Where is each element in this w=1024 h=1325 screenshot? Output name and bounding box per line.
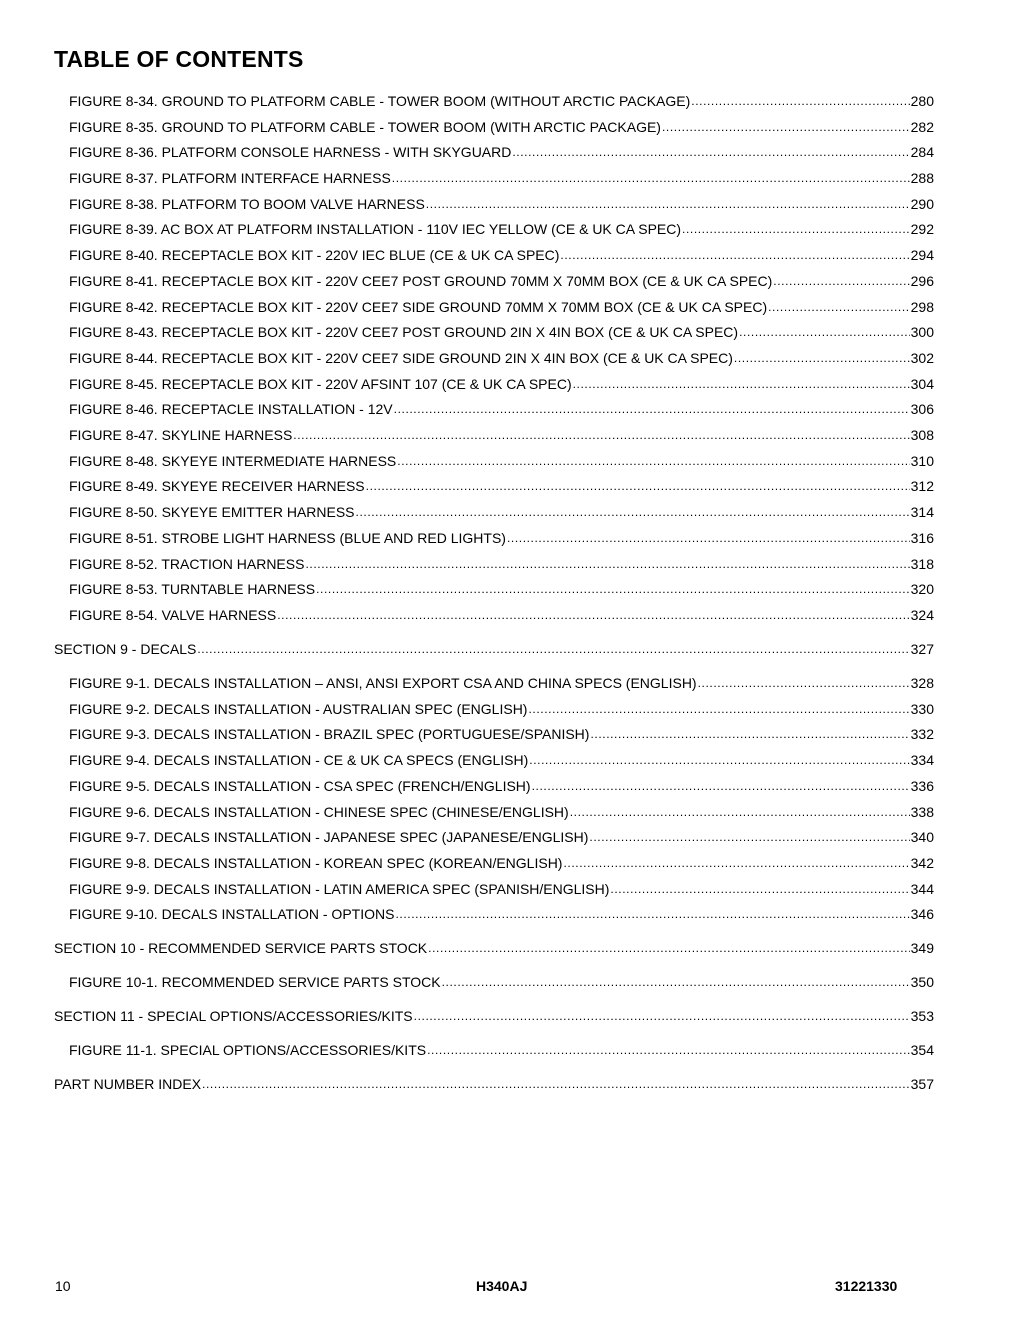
toc-section-row[interactable] xyxy=(0,1075,934,1093)
toc-figure-row[interactable] xyxy=(0,854,934,872)
dot-leader xyxy=(734,349,910,367)
page-title: TABLE OF CONTENTS xyxy=(54,46,304,72)
toc-entry-label: FIGURE 9-8. DECALS INSTALLATION - KOREAN SPEC (KOREAN/ENGLISH) xyxy=(69,855,563,871)
toc-figure-row[interactable] xyxy=(0,725,934,743)
dot-leader xyxy=(366,477,910,495)
toc-page-number: 300 xyxy=(910,324,934,340)
toc-entry-label: FIGURE 8-52. TRACTION HARNESS xyxy=(69,556,305,572)
toc-figure-row[interactable] xyxy=(0,751,934,769)
dot-leader xyxy=(197,640,909,658)
toc-figure-row[interactable] xyxy=(0,349,934,367)
toc-entry-label: FIGURE 8-40. RECEPTACLE BOX KIT - 220V IEC BLUE (CE & UK CA SPEC) xyxy=(69,247,560,263)
toc-page-number: 280 xyxy=(910,93,934,109)
toc-page-number: 288 xyxy=(910,170,934,186)
toc-page-number: 306 xyxy=(910,401,934,417)
toc-page-number: 290 xyxy=(910,196,934,212)
toc-page-number: 328 xyxy=(910,675,934,691)
toc-entry-label: FIGURE 9-3. DECALS INSTALLATION - BRAZIL SPEC (PORTUGUESE/SPANISH) xyxy=(69,726,590,742)
toc-entry-label: FIGURE 9-7. DECALS INSTALLATION - JAPANESE SPEC (JAPANESE/ENGLISH) xyxy=(69,829,589,845)
toc-entry-label: FIGURE 9-4. DECALS INSTALLATION - CE & UK CA SPECS (ENGLISH) xyxy=(69,752,529,768)
toc-entry-label: FIGURE 8-54. VALVE HARNESS xyxy=(69,607,277,623)
toc-entry-label: FIGURE 8-48. SKYEYE INTERMEDIATE HARNESS xyxy=(69,453,397,469)
toc-entry-label: FIGURE 9-6. DECALS INSTALLATION - CHINESE SPEC (CHINESE/ENGLISH) xyxy=(69,804,569,820)
dot-leader xyxy=(532,777,910,795)
toc-page-number: 284 xyxy=(910,144,934,160)
dot-leader xyxy=(698,674,910,692)
toc-entry-label: FIGURE 11-1. SPECIAL OPTIONS/ACCESSORIES/KITS xyxy=(69,1042,427,1058)
dot-leader xyxy=(395,905,909,923)
toc-figure-row[interactable] xyxy=(0,118,934,136)
toc-figure-row[interactable] xyxy=(0,195,934,213)
toc-page-number: 282 xyxy=(910,119,934,135)
toc-page-number: 318 xyxy=(910,556,934,572)
dot-leader xyxy=(427,1041,910,1059)
toc-entry-label: FIGURE 8-39. AC BOX AT PLATFORM INSTALLATION - 110V IEC YELLOW (CE & UK CA SPEC) xyxy=(69,221,682,237)
toc-section-row[interactable] xyxy=(0,1007,934,1025)
dot-leader xyxy=(682,220,910,238)
toc-figure-row[interactable] xyxy=(0,606,934,624)
toc-page-number: 310 xyxy=(910,453,934,469)
toc-entry-label: SECTION 11 - SPECIAL OPTIONS/ACCESSORIES/KITS xyxy=(54,1008,413,1024)
toc-page-number: 324 xyxy=(910,607,934,623)
toc-entry-label: FIGURE 8-36. PLATFORM CONSOLE HARNESS - WITH SKYGUARD xyxy=(69,144,512,160)
toc-figure-row[interactable] xyxy=(0,452,934,470)
toc-entry-label: FIGURE 8-41. RECEPTACLE BOX KIT - 220V CEE7 POST GROUND 70MM X 70MM BOX (CE & UK CA SPEC) xyxy=(69,273,773,289)
toc-page-number: 314 xyxy=(910,504,934,520)
toc-page-number: 327 xyxy=(910,641,934,657)
toc-entry-label: FIGURE 9-10. DECALS INSTALLATION - OPTIONS xyxy=(69,906,395,922)
dot-leader xyxy=(589,828,909,846)
toc-figure-row[interactable] xyxy=(0,674,934,692)
dot-leader xyxy=(277,606,909,624)
toc-entry-label: FIGURE 8-35. GROUND TO PLATFORM CABLE - TOWER BOOM (WITH ARCTIC PACKAGE) xyxy=(69,119,661,135)
footer-document-number: 31221330 xyxy=(835,1278,898,1294)
toc-entry-label: FIGURE 8-51. STROBE LIGHT HARNESS (BLUE AND RED LIGHTS) xyxy=(69,530,506,546)
toc-figure-row[interactable] xyxy=(0,272,934,290)
toc-figure-row[interactable] xyxy=(0,143,934,161)
toc-entry-label: FIGURE 9-2. DECALS INSTALLATION - AUSTRALIAN SPEC (ENGLISH) xyxy=(69,701,528,717)
toc-figure-row[interactable] xyxy=(0,298,934,316)
toc-page-number: 304 xyxy=(910,376,934,392)
dot-leader xyxy=(202,1075,910,1093)
dot-leader xyxy=(610,880,909,898)
toc-page-number: 344 xyxy=(910,881,934,897)
toc-entry-label: FIGURE 8-43. RECEPTACLE BOX KIT - 220V CEE7 POST GROUND 2IN X 4IN BOX (CE & UK CA SPEC) xyxy=(69,324,739,340)
toc-figure-row[interactable] xyxy=(0,169,934,187)
dot-leader xyxy=(394,400,910,418)
toc-page-number: 316 xyxy=(910,530,934,546)
dot-leader xyxy=(305,555,909,573)
toc-entry-label: PART NUMBER INDEX xyxy=(54,1076,202,1092)
toc-figure-row[interactable] xyxy=(0,828,934,846)
toc-entry-label: FIGURE 8-38. PLATFORM TO BOOM VALVE HARNESS xyxy=(69,196,425,212)
dot-leader xyxy=(662,118,910,136)
dot-leader xyxy=(573,375,910,393)
toc-page-number: 296 xyxy=(910,273,934,289)
toc-figure-row[interactable] xyxy=(0,905,934,923)
toc-figure-row[interactable] xyxy=(0,700,934,718)
toc-figure-row[interactable] xyxy=(0,1041,934,1059)
dot-leader xyxy=(773,272,909,290)
toc-page-number: 308 xyxy=(910,427,934,443)
dot-leader xyxy=(428,939,909,957)
toc-page-number: 330 xyxy=(910,701,934,717)
toc-entry-label: FIGURE 8-46. RECEPTACLE INSTALLATION - 12V xyxy=(69,401,393,417)
toc-page-number: 336 xyxy=(910,778,934,794)
toc-figure-row[interactable] xyxy=(0,529,934,547)
dot-leader xyxy=(739,323,910,341)
dot-leader xyxy=(570,803,910,821)
toc-page-number: 334 xyxy=(910,752,934,768)
toc-figure-row[interactable] xyxy=(0,973,934,991)
dot-leader xyxy=(528,700,909,718)
toc-page-number: 302 xyxy=(910,350,934,366)
dot-leader xyxy=(560,246,909,264)
toc-figure-row[interactable] xyxy=(0,880,934,898)
toc-entry-label: SECTION 10 - RECOMMENDED SERVICE PARTS STOCK xyxy=(54,940,428,956)
toc-entry-label: FIGURE 8-49. SKYEYE RECEIVER HARNESS xyxy=(69,478,365,494)
toc-section-row[interactable] xyxy=(0,640,934,658)
toc-figure-row[interactable] xyxy=(0,777,934,795)
dot-leader xyxy=(356,503,910,521)
dot-leader xyxy=(507,529,910,547)
dot-leader xyxy=(316,580,910,598)
toc-page-number: 349 xyxy=(910,940,934,956)
toc-entry-label: FIGURE 10-1. RECOMMENDED SERVICE PARTS STOCK xyxy=(69,974,441,990)
toc-entry-label: FIGURE 8-37. PLATFORM INTERFACE HARNESS xyxy=(69,170,391,186)
toc-entry-label: FIGURE 8-44. RECEPTACLE BOX KIT - 220V CEE7 SIDE GROUND 2IN X 4IN BOX (CE & UK CA SPEC) xyxy=(69,350,733,366)
toc-page-number: 312 xyxy=(910,478,934,494)
toc-page-number: 353 xyxy=(910,1008,934,1024)
toc-entry-label: FIGURE 8-47. SKYLINE HARNESS xyxy=(69,427,293,443)
toc-figure-row[interactable] xyxy=(0,246,934,264)
toc-figure-row[interactable] xyxy=(0,803,934,821)
toc-entry-label: FIGURE 9-9. DECALS INSTALLATION - LATIN AMERICA SPEC (SPANISH/ENGLISH) xyxy=(69,881,610,897)
dot-leader xyxy=(414,1007,910,1025)
toc-entry-label: FIGURE 8-45. RECEPTACLE BOX KIT - 220V AFSINT 107 (CE & UK CA SPEC) xyxy=(69,376,572,392)
toc-figure-row[interactable] xyxy=(0,555,934,573)
dot-leader xyxy=(392,169,910,187)
toc-page-number: 292 xyxy=(910,221,934,237)
toc-page-number: 294 xyxy=(910,247,934,263)
dot-leader xyxy=(529,751,909,769)
toc-entry-label: FIGURE 8-53. TURNTABLE HARNESS xyxy=(69,581,316,597)
footer-page-number: 10 xyxy=(55,1278,71,1294)
toc-entry-label: FIGURE 8-42. RECEPTACLE BOX KIT - 220V CEE7 SIDE GROUND 70MM X 70MM BOX (CE & UK CA SPEC) xyxy=(69,299,768,315)
toc-page-number: 338 xyxy=(910,804,934,820)
toc-figure-row[interactable] xyxy=(0,375,934,393)
toc-page-number: 332 xyxy=(910,726,934,742)
footer-model: H340AJ xyxy=(476,1278,528,1294)
toc-section-row[interactable] xyxy=(0,939,934,957)
dot-leader xyxy=(426,195,910,213)
toc-figure-row[interactable] xyxy=(0,92,934,110)
toc-page-number: 298 xyxy=(910,299,934,315)
dot-leader xyxy=(590,725,909,743)
dot-leader xyxy=(442,973,910,991)
toc-entry-label: FIGURE 9-5. DECALS INSTALLATION - CSA SPEC (FRENCH/ENGLISH) xyxy=(69,778,531,794)
dot-leader xyxy=(691,92,909,110)
toc-page-number: 357 xyxy=(910,1076,934,1092)
toc-page-number: 320 xyxy=(910,581,934,597)
toc-figure-row[interactable] xyxy=(0,477,934,495)
dot-leader xyxy=(512,143,909,161)
toc-entry-label: FIGURE 9-1. DECALS INSTALLATION – ANSI, ANSI EXPORT CSA AND CHINA SPECS (ENGLISH) xyxy=(69,675,697,691)
dot-leader xyxy=(768,298,910,316)
toc-entry-label: SECTION 9 - DECALS xyxy=(54,641,197,657)
toc-page-number: 340 xyxy=(910,829,934,845)
dot-leader xyxy=(293,426,909,444)
toc-figure-row[interactable] xyxy=(0,323,934,341)
toc-figure-row[interactable] xyxy=(0,220,934,238)
dot-leader xyxy=(563,854,909,872)
toc-page-number: 354 xyxy=(910,1042,934,1058)
dot-leader xyxy=(397,452,909,470)
toc-figure-row[interactable] xyxy=(0,426,934,444)
toc-page-number: 346 xyxy=(910,906,934,922)
toc-figure-row[interactable] xyxy=(0,580,934,598)
toc-page-number: 342 xyxy=(910,855,934,871)
toc-entry-label: FIGURE 8-50. SKYEYE EMITTER HARNESS xyxy=(69,504,355,520)
toc-entry-label: FIGURE 8-34. GROUND TO PLATFORM CABLE - TOWER BOOM (WITHOUT ARCTIC PACKAGE) xyxy=(69,93,691,109)
toc-figure-row[interactable] xyxy=(0,400,934,418)
toc-figure-row[interactable] xyxy=(0,503,934,521)
toc-page-number: 350 xyxy=(910,974,934,990)
